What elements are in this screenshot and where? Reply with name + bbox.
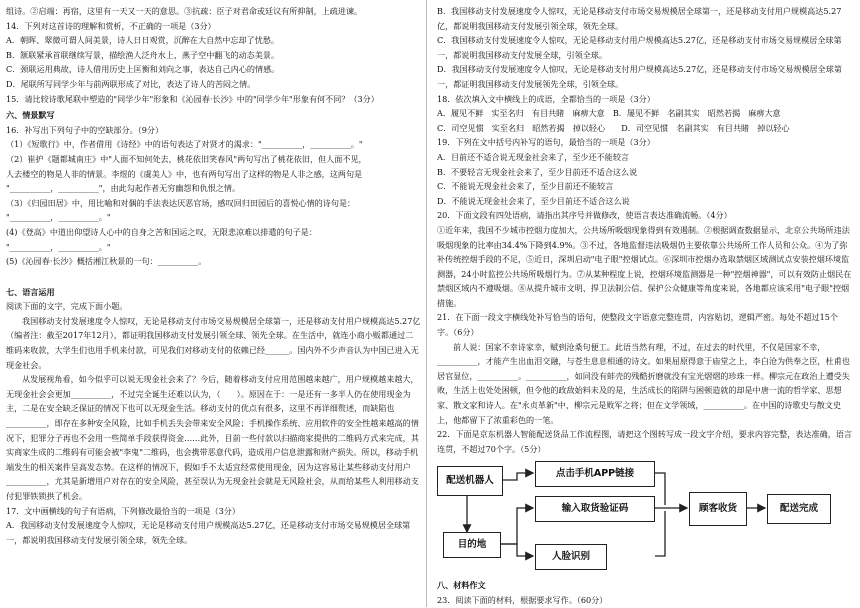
option-19b: B．不要轻言无现金社会来了，至少目前还不适合这么说	[437, 166, 638, 177]
option-17a: A．我国移动支付发展速度令人惊叹，无论是移动支付用户规模高达5.27亿，还是移动支付市场交易规模居全球第一，都说明我国移动支付发展引领全球，领先全球。	[6, 520, 411, 545]
option-17b: B．我国移动支付发展速度令人惊叹，无论是移动支付市场交易规模居全球第一，还是移动支付用户规模高达5.27亿，都说明我国移动支付发展引领全球，领先全球。	[437, 6, 842, 31]
flow-node-robot: 配送机器人	[437, 466, 503, 496]
delivery-flowchart	[437, 458, 852, 576]
option-14b: B．颔联紧承首联继续写景，描绘渔人泛舟水上，燕子空中翻飞的动态美景。	[6, 49, 280, 60]
question-22: 22．下面是京东机器人智能配送货品工作流程图，请把这个图转写成一段文字介绍，要求内容完整，表达准确，语言连贯，不超过70个字。（5分）	[437, 429, 852, 454]
question-16-1: （1）《短歌行》中，作者借用《诗经》中的语句表达了对贤才的渴求："__________，__________。"	[6, 139, 363, 150]
flow-node-face-id: 人脸识别	[535, 544, 607, 570]
section-8-heading: 八、材料作文	[437, 580, 486, 591]
question-16-3a: （3）《归园田居》中，用比喻和对偶的手法表达厌恶官场，感叹回归田园后的喜悦心情的诗句是：	[6, 197, 356, 208]
question-19: 19．下列在文中括号内补写的语句，最恰当的一项是（3分）	[437, 137, 655, 148]
question-14: 14．下列对这首诗的理解和赏析，不正确的一项是（3分）	[6, 20, 216, 31]
arrow-face-merge	[655, 511, 665, 556]
left-column	[6, 4, 421, 547]
arrow-app-merge	[655, 473, 665, 505]
section-7-intro: 阅读下面的文字，完成下面小题。	[6, 301, 128, 312]
flow-node-receive: 顾客收货	[689, 492, 747, 526]
option-17c: C．我国移动支付发展速度令人惊叹，无论是移动支付用户规模高达5.27亿，还是移动支付市场交易规模居全球第一，都说明我国移动支付发展全球，引领全球。	[437, 35, 842, 60]
question-17: 17．文中画横线的句子有语病，下列修改最恰当的一项是（3分）	[6, 505, 240, 516]
section-7-heading: 七、语言运用	[6, 286, 55, 297]
option-17d: D．我国移动支付发展速度令人惊叹，无论是移动支付用户规模高达5.27亿，还是移动支付市场交易规模居全球第一，都证明我国移动支付发展领先全球，引领全球。	[437, 64, 842, 89]
question-20-passage: ①近年来，我国不少城市控烟力度加大，公共场所吸烟现象得到有效遏制。②根据调查数据显示，北京公共场所违法吸烟现象的比率由34.4%下降到4.9%。③不过，各地监督违法吸烟仍主要依靠公共场所工作人员和公众。④为了弥补传统控烟手段的不足，⑤近日，深圳启动"电子眼"控烟试点。⑥深圳市控烟办选取禁烟区域测试点安装控烟环境监测器，24小时监控公共场所吸烟行为。⑦从某种程度上说，控烟环境监测器是一种"控烟神器"，可以有效防止烟民在禁烟区域内不遵吸烟。⑧从提升城市文明、捍卫法制公信、保护公众健康等角度来说，各地都应该采用"电子眼"控烟措施。	[437, 224, 852, 308]
option-14c: C．颈联运用典故，诗人借用历史上匡衡和刘向之事，表达自己内心的情感。	[6, 64, 280, 75]
question-23: 23．阅读下面的材料，根据要求写作。（60分）	[437, 595, 608, 605]
arrow-dest-code	[501, 508, 533, 544]
flow-node-app-link: 点击手机APP链接	[535, 461, 655, 487]
question-16-2a: （2）崔护《题都城南庄》中"人面不知何处去，桃花依旧笑春风"两句写出了桃花依旧，但人面不见，	[6, 153, 367, 164]
question-18: 18．依次填入文中横线上的成语，全都恰当的一项是（3分）	[437, 93, 655, 104]
right-column	[437, 4, 852, 608]
section-6-heading: 六、情景默写	[6, 110, 55, 121]
option-18cd: C．司空见惯 实至名归 昭然若揭 掉以轻心 D．司空见惯 名副其实 有目共睹 掉以轻心	[437, 122, 790, 133]
question-16: 16．补写出下列句子中的空缺部分。（9分）	[6, 124, 164, 135]
option-19c: C．不能说无现金社会来了，至少目前还不能较言	[437, 181, 614, 192]
passage-paragraph-2: 从发展视角看，如今似乎可以说无现金社会来了？今后，随着移动支付应用范围越来越广，用户规模越来越大，无现金社会会更加__________，不过完全诞生还难以认为，（ ）。原因在于：一是还有一多半人仍在使用现金为主，二是在安全缺乏保证的情况下也可以无现金生活。移动支付的优点有很多，这里不再详细赘述，而缺陷也__________，即存在多种安全风险，比如手机丢失会带来安全风险；手机操作系统、应用软件的安全性越来越高的情况下，犯罪分子再也不会用一些简单手段获得资金……此外，目前一些付款以扫描商家提供的二维码方式来完成，其实商家生成的二维码有可能会被"李鬼"二维码，也会携带恶意代码，造成用户信息泄露和财产损失。所以，移动手机端发生的相关案件呈高发态势。在这样的情况下，假如手不太适宜经常使用现金，因为这容易让某些移动支付用户__________，尤其是新增用户对存在的安全风险，甚至误认为无现金社会就是无风险社会，从而给某些人利用移动支付犯罪铁锁拱了机会。	[6, 374, 419, 501]
question-16-3b: "__________，__________。"	[6, 212, 111, 223]
question-16-4b: "__________，__________。"	[6, 241, 111, 252]
option-14a: A．朝晖、翠微可谓人间美景，诗人日日观赏，沉醉在大自然中忘却了忧愁。	[6, 35, 279, 46]
option-19a: A．目前还不适合说无现金社会来了，至少还不能较言	[437, 151, 630, 162]
note-line: 组诗。②启端：再宿，这里有一天又一天的意思。③抗疏：臣子对君命或廷议有所抑制，上疏进谏。	[6, 6, 363, 16]
question-21: 21．在下面一段文字横线处补写恰当的语句，使整段文字语意完整连贯，内容贴切，逻辑严密。每处不超过15个字。（6分）	[437, 312, 839, 338]
question-16-2b: 人去楼空的物是人非的情景。李煜的《虞美人》中，也有两句写出了这样的物是人非之感，这两句是	[6, 168, 363, 179]
option-18ab: A．履见不鲜 实至名归 有目共睹 麻痹大意 B．屡见不鲜 名副其实 昭然若揭 麻痹大意	[437, 108, 781, 119]
option-19d: D．不能说无现金社会来了，至少目前还不适合这么说	[437, 195, 630, 206]
question-20: 20．下面文段有四处语病，请指出其序号并做修改，使语言表达准确流畅。（4分）	[437, 210, 732, 221]
question-21-passage: 前人说：国家不幸诗家幸，赋到沧桑句便工。此语当然有理，不过，在过去的时代里，不仅是国家不幸，__________，才能产生出血泪交融，与苍生息息相通的诗文。如果屈原得意于庙堂之上，李白沧为供奉之臣，杜甫也居官显位，__________。__________，如同没有蚌壳的残酷折磨就没有宝光熠熠的珍珠一样。柳宗元在政治上遭受失败，生活上也处处困顿，但令他的政敌始料未及的是，生活成长的陷阱与困顿造就的却是中唐一流的哲学家、思想家、散文家和诗人。在"永贞革新"中，柳宗元是败军之将；但在文学领域，__________。在中国的诗歌史与散文史上，他都留下了浓重彩色的一笔。	[437, 341, 850, 425]
question-16-2c: "__________，__________"，由此勾起作者无穷幽怨和仇恨之情。	[6, 183, 241, 194]
column-divider	[426, 0, 427, 607]
passage-paragraph-1: 我国移动支付发展速度令人惊叹，无论是移动支付市场交易规模居全球第一，还是移动支付用户规模高达5.27亿（编者注：截至2017年12月），都证明我国移动支付发展引领全球、领先全球。在生活中，就连小商小贩都通过二维码来收款，大学生们也用手机来付款，可见我们对移动支付的依赖已经______。国内外不少声音认为中国已进入无现金社会。	[6, 315, 421, 370]
arrow-robot-app	[503, 473, 533, 480]
flow-node-done: 配送完成	[767, 494, 831, 524]
question-16-5: (5)《沁园春·长沙》概括湘江秋景的一句：__________。	[6, 256, 207, 267]
question-16-4: (4)《登高》中道出仰望诗人心中的自身之苦和国运之叹，无限悲凉难以排遣的句子是：	[6, 226, 317, 237]
option-14d: D．尾联所写同学少年与前两联形成了对比，表达了诗人的苦闷之情。	[6, 78, 256, 89]
flow-node-verify-code: 输入取货验证码	[535, 496, 655, 522]
question-15: 15．请比较诗歌尾联中塑造的"同学少年"形象和《沁园春·长沙》中的"同学少年"形象有何不同？（3分）	[6, 93, 379, 104]
flow-node-destination: 目的地	[443, 532, 501, 558]
arrow-dest-face	[501, 544, 533, 556]
